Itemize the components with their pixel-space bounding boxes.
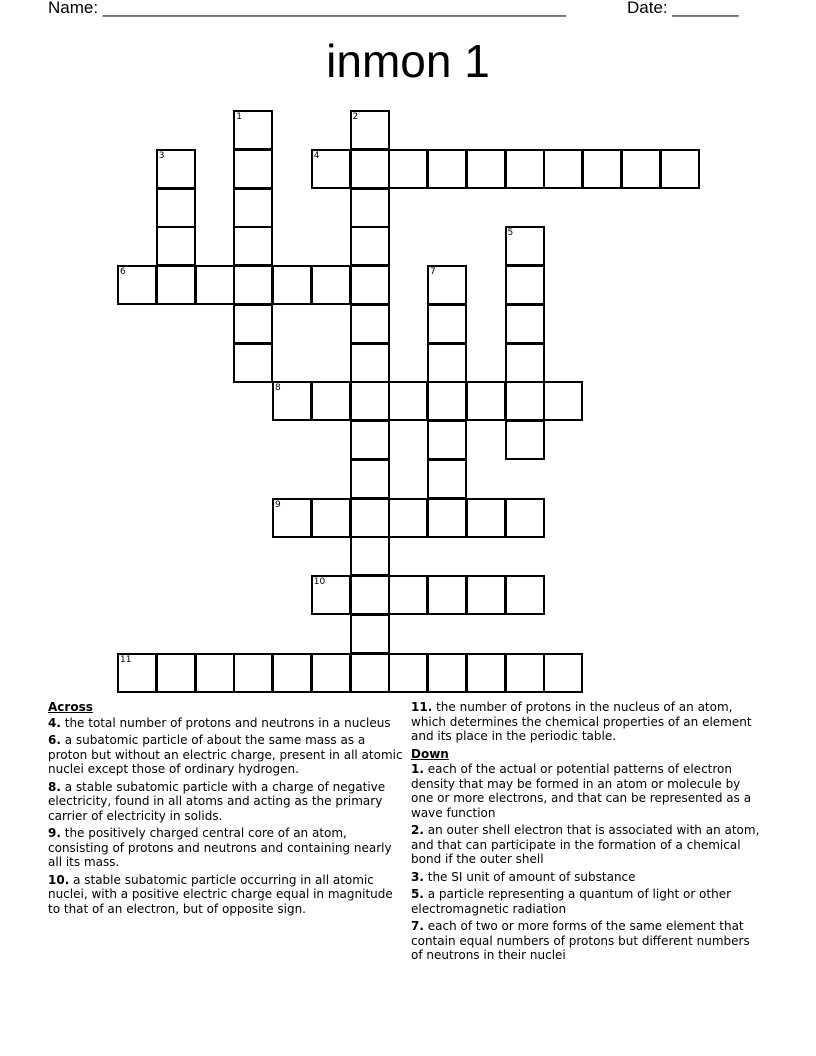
grid-cell[interactable] xyxy=(350,343,390,383)
cell-number: 5 xyxy=(507,228,514,239)
grid-cell[interactable] xyxy=(311,498,351,538)
grid-cell[interactable] xyxy=(350,226,390,266)
clue-across-6 xyxy=(48,733,403,777)
cell-number: 9 xyxy=(275,499,281,510)
grid-cell[interactable] xyxy=(350,265,390,305)
grid-cell[interactable] xyxy=(427,653,467,693)
grid-cell[interactable] xyxy=(156,149,196,189)
clue-text: the SI unit of amount of substance xyxy=(423,869,636,884)
clue-across-9 xyxy=(48,826,403,870)
grid-cell[interactable] xyxy=(427,498,467,538)
grid-cell[interactable] xyxy=(427,575,467,615)
grid-cell[interactable] xyxy=(388,149,428,189)
clue-text: a subatomic particle of about the same mass as a proton but without an electric charge, present in all atomic nuclei except those of ordinary hydrogen. xyxy=(48,733,403,776)
grid-cell[interactable] xyxy=(621,149,661,189)
cell-number: 1 xyxy=(236,112,242,122)
grid-cell[interactable] xyxy=(505,304,545,344)
clue-number: 1. xyxy=(411,762,424,776)
grid-cell[interactable] xyxy=(350,188,390,228)
name-label: Name: _________________________________________________ xyxy=(48,0,567,17)
grid-cell[interactable] xyxy=(505,265,545,305)
clue-down-7 xyxy=(411,919,761,963)
grid-cell[interactable] xyxy=(388,653,428,693)
clue-number: 3. xyxy=(411,869,424,884)
clue-across-4 xyxy=(48,716,403,731)
grid-cell[interactable] xyxy=(233,110,273,150)
grid-cell[interactable] xyxy=(233,226,273,266)
grid-cell[interactable] xyxy=(505,343,545,383)
grid-cell[interactable] xyxy=(505,575,545,615)
clue-number: 7. xyxy=(411,919,424,933)
grid-cell[interactable] xyxy=(311,149,351,189)
down-heading: Down xyxy=(411,746,449,761)
grid-cell[interactable] xyxy=(543,653,583,693)
clue-text: the total number of protons and neutrons in a nucleus xyxy=(60,715,391,730)
grid-cell[interactable] xyxy=(195,265,235,305)
clue-text: each of two or more forms of the same element that contain equal numbers of protons but different numbers of neutrons in their nuclei xyxy=(411,919,750,962)
grid-cell[interactable] xyxy=(505,653,545,693)
grid-cell[interactable] xyxy=(505,420,545,460)
grid-cell[interactable] xyxy=(311,265,351,305)
grid-cell[interactable] xyxy=(660,149,700,189)
grid-cell[interactable] xyxy=(350,149,390,189)
date-label: Date: _______ xyxy=(627,0,739,17)
grid-cell[interactable] xyxy=(388,575,428,615)
grid-cell[interactable] xyxy=(350,536,390,576)
clues-left-column xyxy=(48,700,403,919)
grid-cell[interactable] xyxy=(311,575,351,615)
grid-cell[interactable] xyxy=(505,149,545,189)
across-heading: Across xyxy=(48,700,93,714)
grid-cell[interactable] xyxy=(272,498,312,538)
clue-number: 4. xyxy=(48,715,61,730)
page-title: inmon 1 xyxy=(326,35,490,87)
grid-cell[interactable] xyxy=(350,498,390,538)
clue-number: 11. xyxy=(411,700,433,714)
grid-cell[interactable] xyxy=(466,381,506,421)
grid-cell[interactable] xyxy=(388,498,428,538)
clue-number: 6. xyxy=(48,733,61,747)
clue-down-2 xyxy=(411,823,761,867)
grid-cell[interactable] xyxy=(427,381,467,421)
grid-cell[interactable] xyxy=(272,653,312,693)
clue-down-5 xyxy=(411,887,761,916)
grid-cell[interactable] xyxy=(388,381,428,421)
cell-number: 3 xyxy=(158,150,165,161)
grid-cell[interactable] xyxy=(272,381,312,421)
clue-text: each of the actual or potential patterns of electron density that may be formed in an atom or molecule by one or more electrons, and that can be represented as a wave function xyxy=(411,762,752,820)
grid-cell[interactable] xyxy=(156,226,196,266)
cell-number: 7 xyxy=(430,267,436,277)
grid-cell[interactable] xyxy=(505,226,545,266)
grid-cell[interactable] xyxy=(427,420,467,460)
clue-text: a particle representing a quantum of light or other electromagnetic radiation xyxy=(411,887,732,916)
clues-right-column xyxy=(411,700,761,966)
cell-number: 6 xyxy=(120,267,126,277)
grid-cell[interactable] xyxy=(350,614,390,654)
grid-cell[interactable] xyxy=(543,149,583,189)
grid-cell[interactable] xyxy=(233,653,273,693)
grid-cell[interactable] xyxy=(311,381,351,421)
grid-cell[interactable] xyxy=(543,381,583,421)
grid-cell[interactable] xyxy=(311,653,351,693)
clue-text: the number of protons in the nucleus of an atom, which determines the chemical properties of an element and its place in the periodic table. xyxy=(411,700,752,743)
grid-cell[interactable] xyxy=(427,343,467,383)
grid-cell[interactable] xyxy=(427,149,467,189)
grid-cell[interactable] xyxy=(427,304,467,344)
clue-text: an outer shell electron that is associated with an atom, and that can participate in the formation of a chemical bond if the outer shell xyxy=(411,823,760,866)
clue-down-1 xyxy=(411,762,761,820)
grid-cell[interactable] xyxy=(427,265,467,305)
grid-cell[interactable] xyxy=(233,343,273,383)
grid-cell[interactable] xyxy=(272,265,312,305)
grid-cell[interactable] xyxy=(350,653,390,693)
grid-cell[interactable] xyxy=(350,459,390,499)
cell-number: 4 xyxy=(313,150,320,161)
cell-number: 10 xyxy=(313,577,326,587)
clue-across-11 xyxy=(411,700,761,744)
clue-across-10 xyxy=(48,873,403,917)
grid-cell[interactable] xyxy=(233,304,273,344)
clue-number: 8. xyxy=(48,779,61,794)
grid-cell[interactable] xyxy=(505,381,545,421)
grid-cell[interactable] xyxy=(427,459,467,499)
clue-text: a stable subatomic particle with a charge of negative electricity, found in all atoms and acting as the primary carrier of electricity in solids. xyxy=(48,779,386,823)
grid-cell[interactable] xyxy=(350,304,390,344)
clue-number: 10. xyxy=(48,872,70,887)
grid-cell[interactable] xyxy=(582,149,622,189)
grid-cell[interactable] xyxy=(156,265,196,305)
grid-cell[interactable] xyxy=(233,188,273,228)
grid-cell[interactable] xyxy=(466,575,506,615)
clue-down-3 xyxy=(411,870,761,885)
grid-cell[interactable] xyxy=(195,653,235,693)
grid-cell[interactable] xyxy=(233,149,273,189)
grid-cell[interactable] xyxy=(466,653,506,693)
clue-across-8 xyxy=(48,780,403,824)
grid-cell[interactable] xyxy=(156,653,196,693)
grid-cell[interactable] xyxy=(466,149,506,189)
grid-cell[interactable] xyxy=(350,420,390,460)
cell-number: 11 xyxy=(120,654,132,665)
grid-cell[interactable] xyxy=(117,265,157,305)
clue-number: 9. xyxy=(48,826,61,840)
grid-cell[interactable] xyxy=(505,498,545,538)
clue-text: the positively charged central core of an atom, consisting of protons and neutrons and containing nearly all its mass. xyxy=(48,826,392,869)
grid-cell[interactable] xyxy=(350,575,390,615)
grid-cell[interactable] xyxy=(117,653,157,693)
cell-number: 2 xyxy=(352,112,359,122)
grid-cell[interactable] xyxy=(233,265,273,305)
grid-cell[interactable] xyxy=(156,188,196,228)
clue-number: 2. xyxy=(411,823,424,837)
grid-cell[interactable] xyxy=(466,498,506,538)
cell-number: 8 xyxy=(275,383,281,394)
grid-cell[interactable] xyxy=(350,110,390,150)
clue-text: a stable subatomic particle occurring in all atomic nuclei, with a positive electric charge equal in magnitude to that of an electron, but of opposite sign. xyxy=(48,872,393,916)
grid-cell[interactable] xyxy=(350,381,390,421)
clue-number: 5. xyxy=(411,887,424,901)
